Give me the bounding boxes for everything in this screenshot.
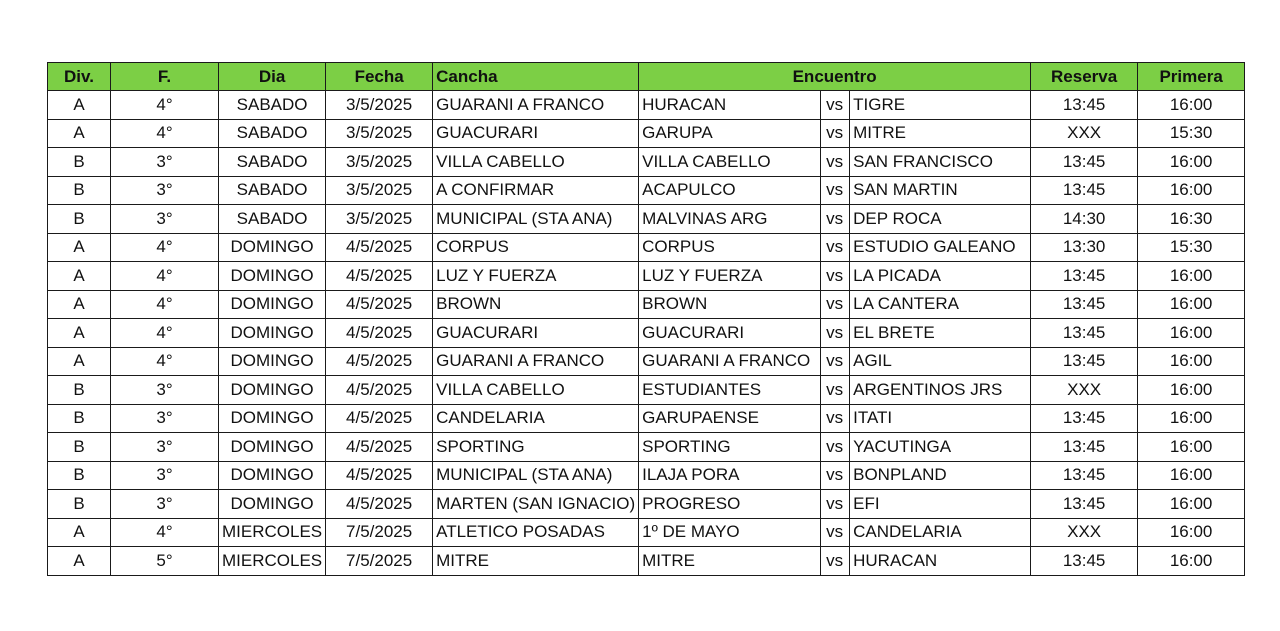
cell-primera: 16:00 [1138, 91, 1245, 120]
cell-home-team: MITRE [639, 547, 821, 576]
cell-dia: SABADO [219, 176, 326, 205]
cell-fecha-num: 3° [111, 376, 219, 405]
header-div: Div. [48, 63, 111, 91]
cell-primera: 15:30 [1138, 233, 1245, 262]
cell-primera: 16:00 [1138, 319, 1245, 348]
cell-vs: vs [821, 233, 850, 262]
cell-div: A [48, 518, 111, 547]
cell-vs: vs [821, 347, 850, 376]
table-row [48, 404, 1245, 433]
cell-reserva: 13:45 [1031, 347, 1138, 376]
cell-fecha-num: 4° [111, 91, 219, 120]
table-row [48, 91, 1245, 120]
cell-reserva: 14:30 [1031, 205, 1138, 234]
cell-primera: 16:00 [1138, 347, 1245, 376]
header-reserva: Reserva [1031, 63, 1138, 91]
cell-fecha: 4/5/2025 [326, 461, 433, 490]
cell-away-team: ARGENTINOS JRS [850, 376, 1031, 405]
cell-away-team: LA PICADA [850, 262, 1031, 291]
cell-fecha: 3/5/2025 [326, 176, 433, 205]
cell-away-team: LA CANTERA [850, 290, 1031, 319]
cell-fecha-num: 4° [111, 319, 219, 348]
cell-cancha: SPORTING [433, 433, 639, 462]
cell-away-team: AGIL [850, 347, 1031, 376]
cell-primera: 15:30 [1138, 119, 1245, 148]
table-row [48, 490, 1245, 519]
cell-vs: vs [821, 433, 850, 462]
cell-dia: DOMINGO [219, 233, 326, 262]
header-cancha: Cancha [433, 63, 639, 91]
cell-dia: SABADO [219, 148, 326, 177]
cell-away-team: TIGRE [850, 91, 1031, 120]
cell-away-team: CANDELARIA [850, 518, 1031, 547]
cell-fecha: 3/5/2025 [326, 119, 433, 148]
cell-home-team: 1º DE MAYO [639, 518, 821, 547]
table-row [48, 547, 1245, 576]
cell-vs: vs [821, 176, 850, 205]
cell-primera: 16:00 [1138, 290, 1245, 319]
table-row [48, 205, 1245, 234]
cell-reserva: XXX [1031, 518, 1138, 547]
cell-vs: vs [821, 205, 850, 234]
cell-home-team: LUZ Y FUERZA [639, 262, 821, 291]
cell-home-team: GARUPA [639, 119, 821, 148]
cell-fecha-num: 5° [111, 547, 219, 576]
cell-away-team: MITRE [850, 119, 1031, 148]
cell-dia: DOMINGO [219, 262, 326, 291]
cell-dia: DOMINGO [219, 347, 326, 376]
cell-div: A [48, 290, 111, 319]
cell-fecha-num: 4° [111, 262, 219, 291]
table-row [48, 290, 1245, 319]
cell-div: A [48, 233, 111, 262]
cell-div: B [48, 461, 111, 490]
cell-cancha: GUARANI A FRANCO [433, 347, 639, 376]
cell-div: A [48, 547, 111, 576]
cell-cancha: A CONFIRMAR [433, 176, 639, 205]
cell-home-team: GUACURARI [639, 319, 821, 348]
cell-cancha: GUACURARI [433, 119, 639, 148]
table-row [48, 262, 1245, 291]
cell-cancha: LUZ Y FUERZA [433, 262, 639, 291]
cell-div: A [48, 347, 111, 376]
cell-dia: DOMINGO [219, 461, 326, 490]
cell-fecha-num: 3° [111, 490, 219, 519]
cell-fecha-num: 3° [111, 176, 219, 205]
cell-cancha: MITRE [433, 547, 639, 576]
cell-away-team: EFI [850, 490, 1031, 519]
cell-div: B [48, 404, 111, 433]
cell-vs: vs [821, 461, 850, 490]
cell-vs: vs [821, 262, 850, 291]
cell-cancha: MARTEN (SAN IGNACIO) [433, 490, 639, 519]
cell-vs: vs [821, 290, 850, 319]
cell-cancha: GUARANI A FRANCO [433, 91, 639, 120]
cell-fecha: 4/5/2025 [326, 290, 433, 319]
fixture-body [48, 91, 1245, 576]
cell-fecha: 7/5/2025 [326, 518, 433, 547]
cell-vs: vs [821, 490, 850, 519]
table-row [48, 319, 1245, 348]
cell-reserva: 13:45 [1031, 290, 1138, 319]
cell-fecha-num: 4° [111, 518, 219, 547]
cell-away-team: ITATI [850, 404, 1031, 433]
cell-vs: vs [821, 404, 850, 433]
table-row [48, 433, 1245, 462]
cell-div: B [48, 148, 111, 177]
cell-home-team: SPORTING [639, 433, 821, 462]
cell-vs: vs [821, 148, 850, 177]
cell-fecha-num: 3° [111, 148, 219, 177]
cell-home-team: ACAPULCO [639, 176, 821, 205]
cell-home-team: GUARANI A FRANCO [639, 347, 821, 376]
cell-div: A [48, 262, 111, 291]
cell-away-team: EL BRETE [850, 319, 1031, 348]
cell-away-team: ESTUDIO GALEANO [850, 233, 1031, 262]
cell-primera: 16:00 [1138, 490, 1245, 519]
cell-fecha: 4/5/2025 [326, 262, 433, 291]
cell-dia: MIERCOLES [219, 518, 326, 547]
cell-away-team: DEP ROCA [850, 205, 1031, 234]
cell-dia: DOMINGO [219, 433, 326, 462]
cell-reserva: 13:45 [1031, 91, 1138, 120]
cell-fecha: 4/5/2025 [326, 433, 433, 462]
cell-reserva: 13:45 [1031, 547, 1138, 576]
cell-dia: SABADO [219, 205, 326, 234]
cell-fecha: 3/5/2025 [326, 148, 433, 177]
cell-home-team: GARUPAENSE [639, 404, 821, 433]
cell-primera: 16:00 [1138, 547, 1245, 576]
cell-home-team: VILLA CABELLO [639, 148, 821, 177]
cell-fecha-num: 3° [111, 404, 219, 433]
cell-reserva: 13:45 [1031, 319, 1138, 348]
cell-primera: 16:00 [1138, 518, 1245, 547]
header-dia: Dia [219, 63, 326, 91]
table-row [48, 461, 1245, 490]
cell-primera: 16:00 [1138, 433, 1245, 462]
cell-div: A [48, 119, 111, 148]
cell-reserva: 13:30 [1031, 233, 1138, 262]
cell-home-team: ILAJA PORA [639, 461, 821, 490]
cell-dia: DOMINGO [219, 376, 326, 405]
cell-home-team: BROWN [639, 290, 821, 319]
cell-home-team: MALVINAS ARG [639, 205, 821, 234]
cell-cancha: MUNICIPAL (STA ANA) [433, 461, 639, 490]
cell-div: B [48, 176, 111, 205]
cell-fecha: 4/5/2025 [326, 319, 433, 348]
cell-dia: MIERCOLES [219, 547, 326, 576]
header-row [48, 63, 1245, 91]
cell-fecha: 3/5/2025 [326, 91, 433, 120]
cell-reserva: 13:45 [1031, 461, 1138, 490]
header-f: F. [111, 63, 219, 91]
cell-div: A [48, 319, 111, 348]
cell-away-team: SAN FRANCISCO [850, 148, 1031, 177]
cell-home-team: HURACAN [639, 91, 821, 120]
cell-div: B [48, 490, 111, 519]
header-fecha: Fecha [326, 63, 433, 91]
cell-vs: vs [821, 119, 850, 148]
cell-primera: 16:00 [1138, 176, 1245, 205]
cell-fecha-num: 3° [111, 205, 219, 234]
cell-fecha-num: 3° [111, 461, 219, 490]
cell-reserva: 13:45 [1031, 404, 1138, 433]
cell-cancha: CORPUS [433, 233, 639, 262]
cell-div: B [48, 376, 111, 405]
cell-cancha: VILLA CABELLO [433, 376, 639, 405]
cell-away-team: BONPLAND [850, 461, 1031, 490]
table-row [48, 233, 1245, 262]
cell-fecha-num: 4° [111, 290, 219, 319]
cell-reserva: 13:45 [1031, 176, 1138, 205]
cell-div: A [48, 91, 111, 120]
cell-cancha: VILLA CABELLO [433, 148, 639, 177]
fixture-sheet [47, 62, 1245, 576]
cell-div: B [48, 433, 111, 462]
cell-dia: DOMINGO [219, 319, 326, 348]
cell-primera: 16:00 [1138, 404, 1245, 433]
cell-fecha: 4/5/2025 [326, 233, 433, 262]
cell-primera: 16:00 [1138, 376, 1245, 405]
cell-fecha: 4/5/2025 [326, 490, 433, 519]
cell-fecha: 3/5/2025 [326, 205, 433, 234]
cell-cancha: MUNICIPAL (STA ANA) [433, 205, 639, 234]
cell-cancha: ATLETICO POSADAS [433, 518, 639, 547]
cell-home-team: PROGRESO [639, 490, 821, 519]
cell-cancha: CANDELARIA [433, 404, 639, 433]
cell-reserva: 13:45 [1031, 262, 1138, 291]
cell-dia: DOMINGO [219, 490, 326, 519]
cell-fecha-num: 3° [111, 433, 219, 462]
cell-primera: 16:00 [1138, 262, 1245, 291]
cell-home-team: ESTUDIANTES [639, 376, 821, 405]
table-row [48, 148, 1245, 177]
cell-cancha: BROWN [433, 290, 639, 319]
cell-dia: DOMINGO [219, 290, 326, 319]
cell-primera: 16:00 [1138, 461, 1245, 490]
table-row [48, 376, 1245, 405]
table-row [48, 347, 1245, 376]
cell-cancha: GUACURARI [433, 319, 639, 348]
cell-fecha: 4/5/2025 [326, 376, 433, 405]
cell-vs: vs [821, 376, 850, 405]
cell-vs: vs [821, 547, 850, 576]
table-row [48, 518, 1245, 547]
cell-fecha: 4/5/2025 [326, 347, 433, 376]
header-primera: Primera [1138, 63, 1245, 91]
table-row [48, 176, 1245, 205]
cell-home-team: CORPUS [639, 233, 821, 262]
cell-reserva: XXX [1031, 376, 1138, 405]
cell-dia: DOMINGO [219, 404, 326, 433]
cell-primera: 16:00 [1138, 148, 1245, 177]
cell-fecha: 4/5/2025 [326, 404, 433, 433]
cell-fecha: 7/5/2025 [326, 547, 433, 576]
cell-dia: SABADO [219, 91, 326, 120]
cell-vs: vs [821, 91, 850, 120]
cell-reserva: XXX [1031, 119, 1138, 148]
cell-away-team: HURACAN [850, 547, 1031, 576]
cell-fecha-num: 4° [111, 347, 219, 376]
cell-reserva: 13:45 [1031, 433, 1138, 462]
cell-primera: 16:30 [1138, 205, 1245, 234]
cell-reserva: 13:45 [1031, 490, 1138, 519]
cell-fecha-num: 4° [111, 233, 219, 262]
cell-vs: vs [821, 319, 850, 348]
cell-away-team: SAN MARTIN [850, 176, 1031, 205]
cell-fecha-num: 4° [111, 119, 219, 148]
fixture-table [47, 62, 1245, 576]
table-row [48, 119, 1245, 148]
header-encuentro: Encuentro [639, 63, 1031, 91]
cell-away-team: YACUTINGA [850, 433, 1031, 462]
cell-dia: SABADO [219, 119, 326, 148]
cell-reserva: 13:45 [1031, 148, 1138, 177]
cell-vs: vs [821, 518, 850, 547]
cell-div: B [48, 205, 111, 234]
